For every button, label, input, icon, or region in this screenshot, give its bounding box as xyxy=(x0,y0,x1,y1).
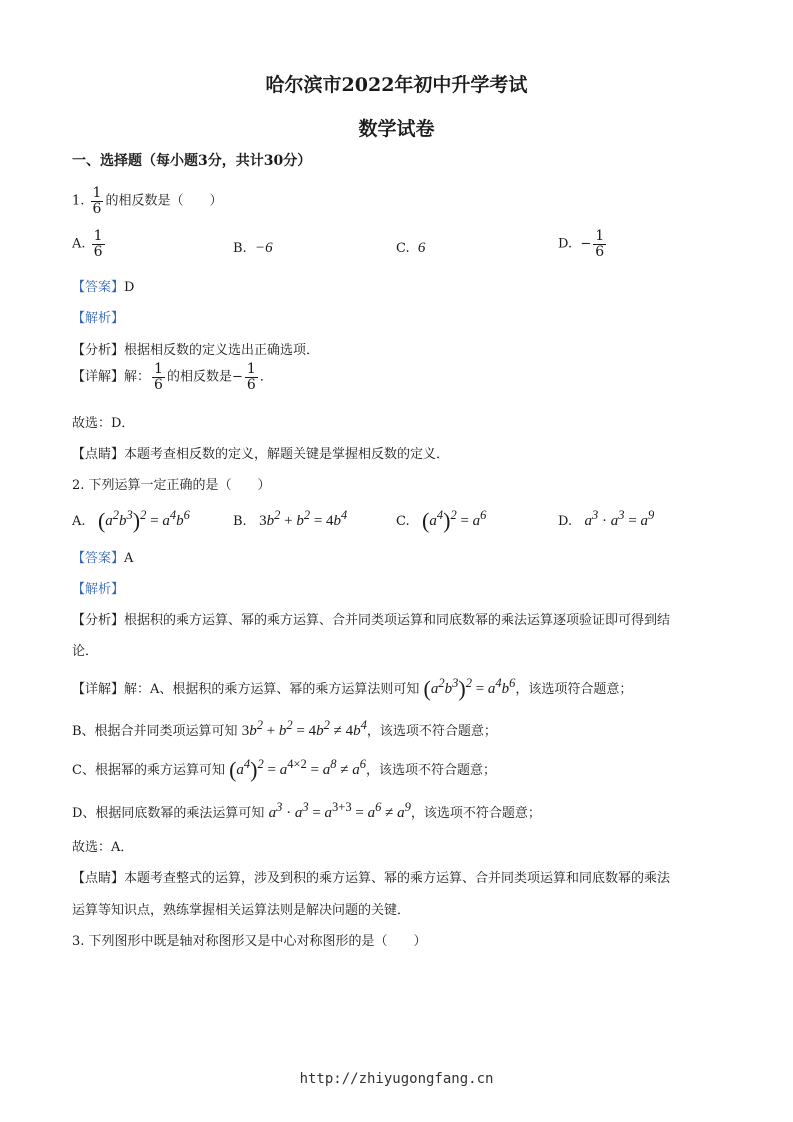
question-1 xyxy=(72,186,222,216)
option-d: D. − $\frac{1}{6}$ xyxy=(558,228,605,260)
question-3: 3. 下列图形中既是轴对称图形又是中心对称图形的是（ ） xyxy=(72,934,427,949)
math-expression: $(a^4)^2 = a^6$ xyxy=(422,508,487,533)
fraction: $\frac{1}{6}$ xyxy=(92,185,102,217)
fenxi-line: 【分析】根据积的乘方运算、幂的乘方运算、合并同类项运算和同底数幂的乘法运算逐项验证即可得到结 xyxy=(72,613,671,628)
dianjing-line-2: 运算等知识点，熟练掌握相关运算法则是解决问题的关键． xyxy=(72,903,411,918)
question-2: 2. 下列运算一定正确的是（ ） xyxy=(72,478,271,493)
xiangjie-line: 【详解】解： $\frac{1}{6}$ 的相反数是− $\frac{1}{6}$ ． xyxy=(72,361,273,393)
question-stem: 的相反数是（ ） xyxy=(105,193,223,209)
fenxi-line: 【分析】根据相反数的定义选出正确选项． xyxy=(72,343,320,358)
answer-tag: 【答案】 xyxy=(72,280,125,295)
answer-value: D xyxy=(124,280,135,295)
option-b: B. −6 xyxy=(233,240,273,256)
math-expression: $a^3 \cdot a^3 = a^9$ xyxy=(584,508,655,529)
analysis-tag: 【解析】 xyxy=(72,582,125,597)
dianjing-line: 【点睛】本题考查整式的运算，涉及到积的乘方运算、幂的乘方运算、合并同类项运算和同底数幂的乘法 xyxy=(72,871,671,886)
section-heading: 一、选择题（每小题3分，共计30分） xyxy=(72,153,312,169)
option-a: A. $(a^2b^3)^2 = a^4b^6$ xyxy=(72,508,190,533)
option-b: B. $3b^2 + b^2 = 4b^4$ xyxy=(233,508,348,529)
xiangjie-line: 【详解】解：A、根据积的乘方运算、幂的乘方运算法则可知 $(a^2b^3)^2 = a^4b^6$，该选项符合题意； xyxy=(72,676,633,701)
answer-line xyxy=(72,276,134,295)
line-d: D、根据同底数幂的乘法运算可知 $a^3 \cdot a^3 = a^{3+3} = a^6 \ne a^9$，该选项不符合题意； xyxy=(72,800,541,821)
analysis-tag: 【解析】 xyxy=(72,311,125,326)
line-b: B、根据合并同类项运算可知 $3b^2 + b^2 = 4b^2 \ne 4b^4$，该选项不符合题意； xyxy=(72,718,497,739)
choose-line: 故选：D． xyxy=(72,416,135,431)
choose-line: 故选：A． xyxy=(72,840,134,855)
math-expression: $3b^2 + b^2 = 4b^4$ xyxy=(259,508,348,529)
exam-subtitle: 数学试卷 xyxy=(358,118,435,140)
option-c: C. $(a^4)^2 = a^6$ xyxy=(396,508,487,533)
fenxi-line-2: 论． xyxy=(72,644,99,659)
dianjing-line: 【点睛】本题考查相反数的定义，解题关键是掌握相反数的定义． xyxy=(72,447,450,462)
option-d: D. $a^3 \cdot a^3 = a^9$ xyxy=(558,508,655,529)
footer-url[interactable]: http://zhiyugongfang.cn xyxy=(299,1071,494,1087)
answer-line: 【答案】A xyxy=(72,551,134,566)
exam-title: 哈尔滨市2022年初中升学考试 xyxy=(265,74,528,96)
option-c: C. 6 xyxy=(396,240,426,256)
line-c: C、根据幂的乘方运算可知 $(a^4)^2 = a^{4\times 2} = a^8 \ne a^6$，该选项不符合题意； xyxy=(72,757,496,782)
question-number: 1. xyxy=(72,193,85,209)
option-a: A. $\frac{1}{6}$ xyxy=(72,228,103,260)
math-expression: $(a^2b^3)^2 = a^4b^6$ xyxy=(97,508,190,533)
